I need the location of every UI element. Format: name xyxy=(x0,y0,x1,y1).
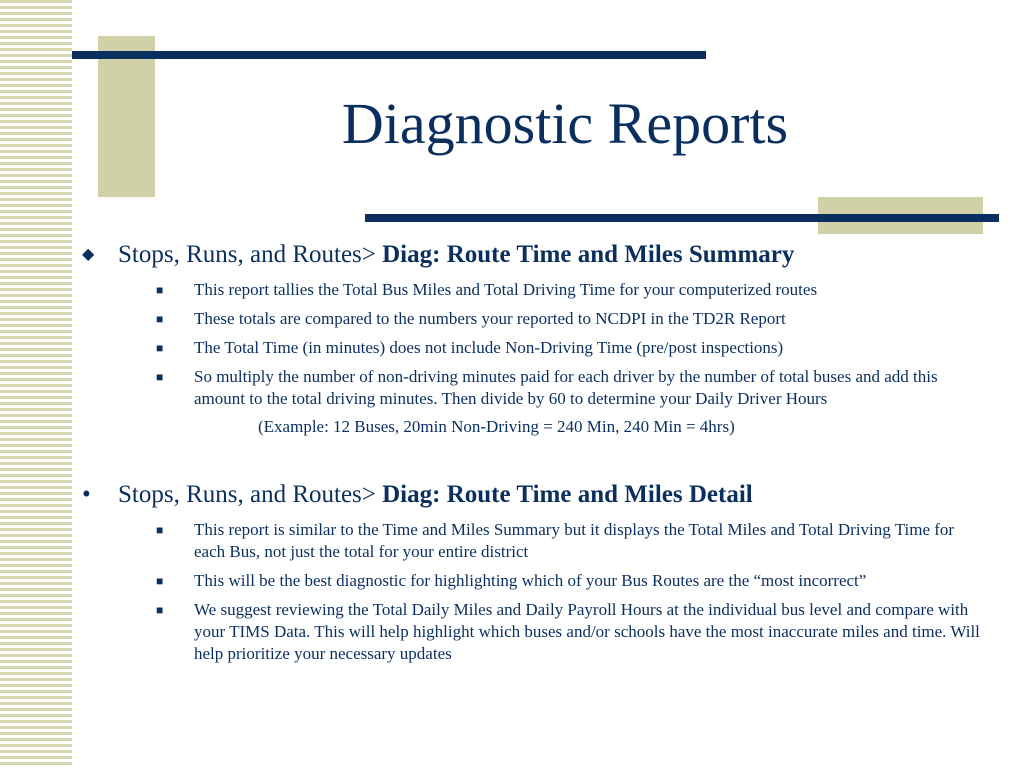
diamond-bullet-icon: ◆ xyxy=(82,246,95,263)
square-bullet-icon: ■ xyxy=(156,341,164,355)
list-item-text: This will be the best diagnostic for highlighting which of your Bus Routes are the “most incorrect” xyxy=(194,571,867,590)
list-item xyxy=(82,570,982,592)
list-item-text: So multiply the number of non-driving minutes paid for each driver by the number of total buses and add this amount to the total driving minutes. Then divide by 60 to determine your Daily Driver Hours xyxy=(194,367,938,408)
navy-rule-top xyxy=(72,51,706,59)
list-item-text: These totals are compared to the numbers your reported to NCDPI in the TD2R Report xyxy=(194,309,786,328)
square-bullet-icon: ■ xyxy=(156,523,164,537)
square-bullet-icon: ■ xyxy=(156,312,164,326)
list-item xyxy=(82,279,982,301)
navy-rule-right xyxy=(365,214,999,222)
section-report-name: Diag: Route Time and Miles Summary xyxy=(382,241,795,268)
section-heading xyxy=(82,238,982,272)
section-heading xyxy=(82,478,982,512)
list-item xyxy=(82,519,982,563)
tan-block-decoration-left xyxy=(98,36,155,197)
slide-title: Diagnostic Reports xyxy=(341,91,789,156)
list-item-text: The Total Time (in minutes) does not include Non-Driving Time (pre/post inspections) xyxy=(194,338,784,357)
square-bullet-icon: ■ xyxy=(156,603,164,617)
section-prefix: Stops, Runs, and Routes> xyxy=(118,241,383,268)
list-item-text: This report is similar to the Time and Miles Summary but it displays the Total Miles and Total Driving Time for each Bus, not just the total for your entire district xyxy=(194,520,955,561)
section-report-name: Diag: Route Time and Miles Detail xyxy=(382,481,753,508)
example-note: (Example: 12 Buses, 20min Non-Driving = 240 Min, 240 Min = 4hrs) xyxy=(258,417,735,436)
list-item-text: This report tallies the Total Bus Miles and Total Driving Time for your computerized routes xyxy=(194,280,818,299)
list-item xyxy=(82,337,982,359)
striped-margin-decoration xyxy=(0,0,72,768)
square-bullet-icon: ■ xyxy=(156,370,164,384)
list-item xyxy=(82,599,982,665)
list-item xyxy=(82,366,982,410)
slide-body xyxy=(82,238,982,665)
list-item-text: We suggest reviewing the Total Daily Miles and Daily Payroll Hours at the individual bus level and compare with your TIMS Data. This will help highlight which buses and/or schools have the most inaccurate miles and time. Will help prioritize your necessary updates xyxy=(194,600,980,663)
square-bullet-icon: ■ xyxy=(156,574,164,588)
dot-bullet-icon: • xyxy=(82,481,91,508)
section-prefix: Stops, Runs, and Routes> xyxy=(118,481,383,508)
list-item xyxy=(82,308,982,330)
square-bullet-icon: ■ xyxy=(156,283,164,297)
